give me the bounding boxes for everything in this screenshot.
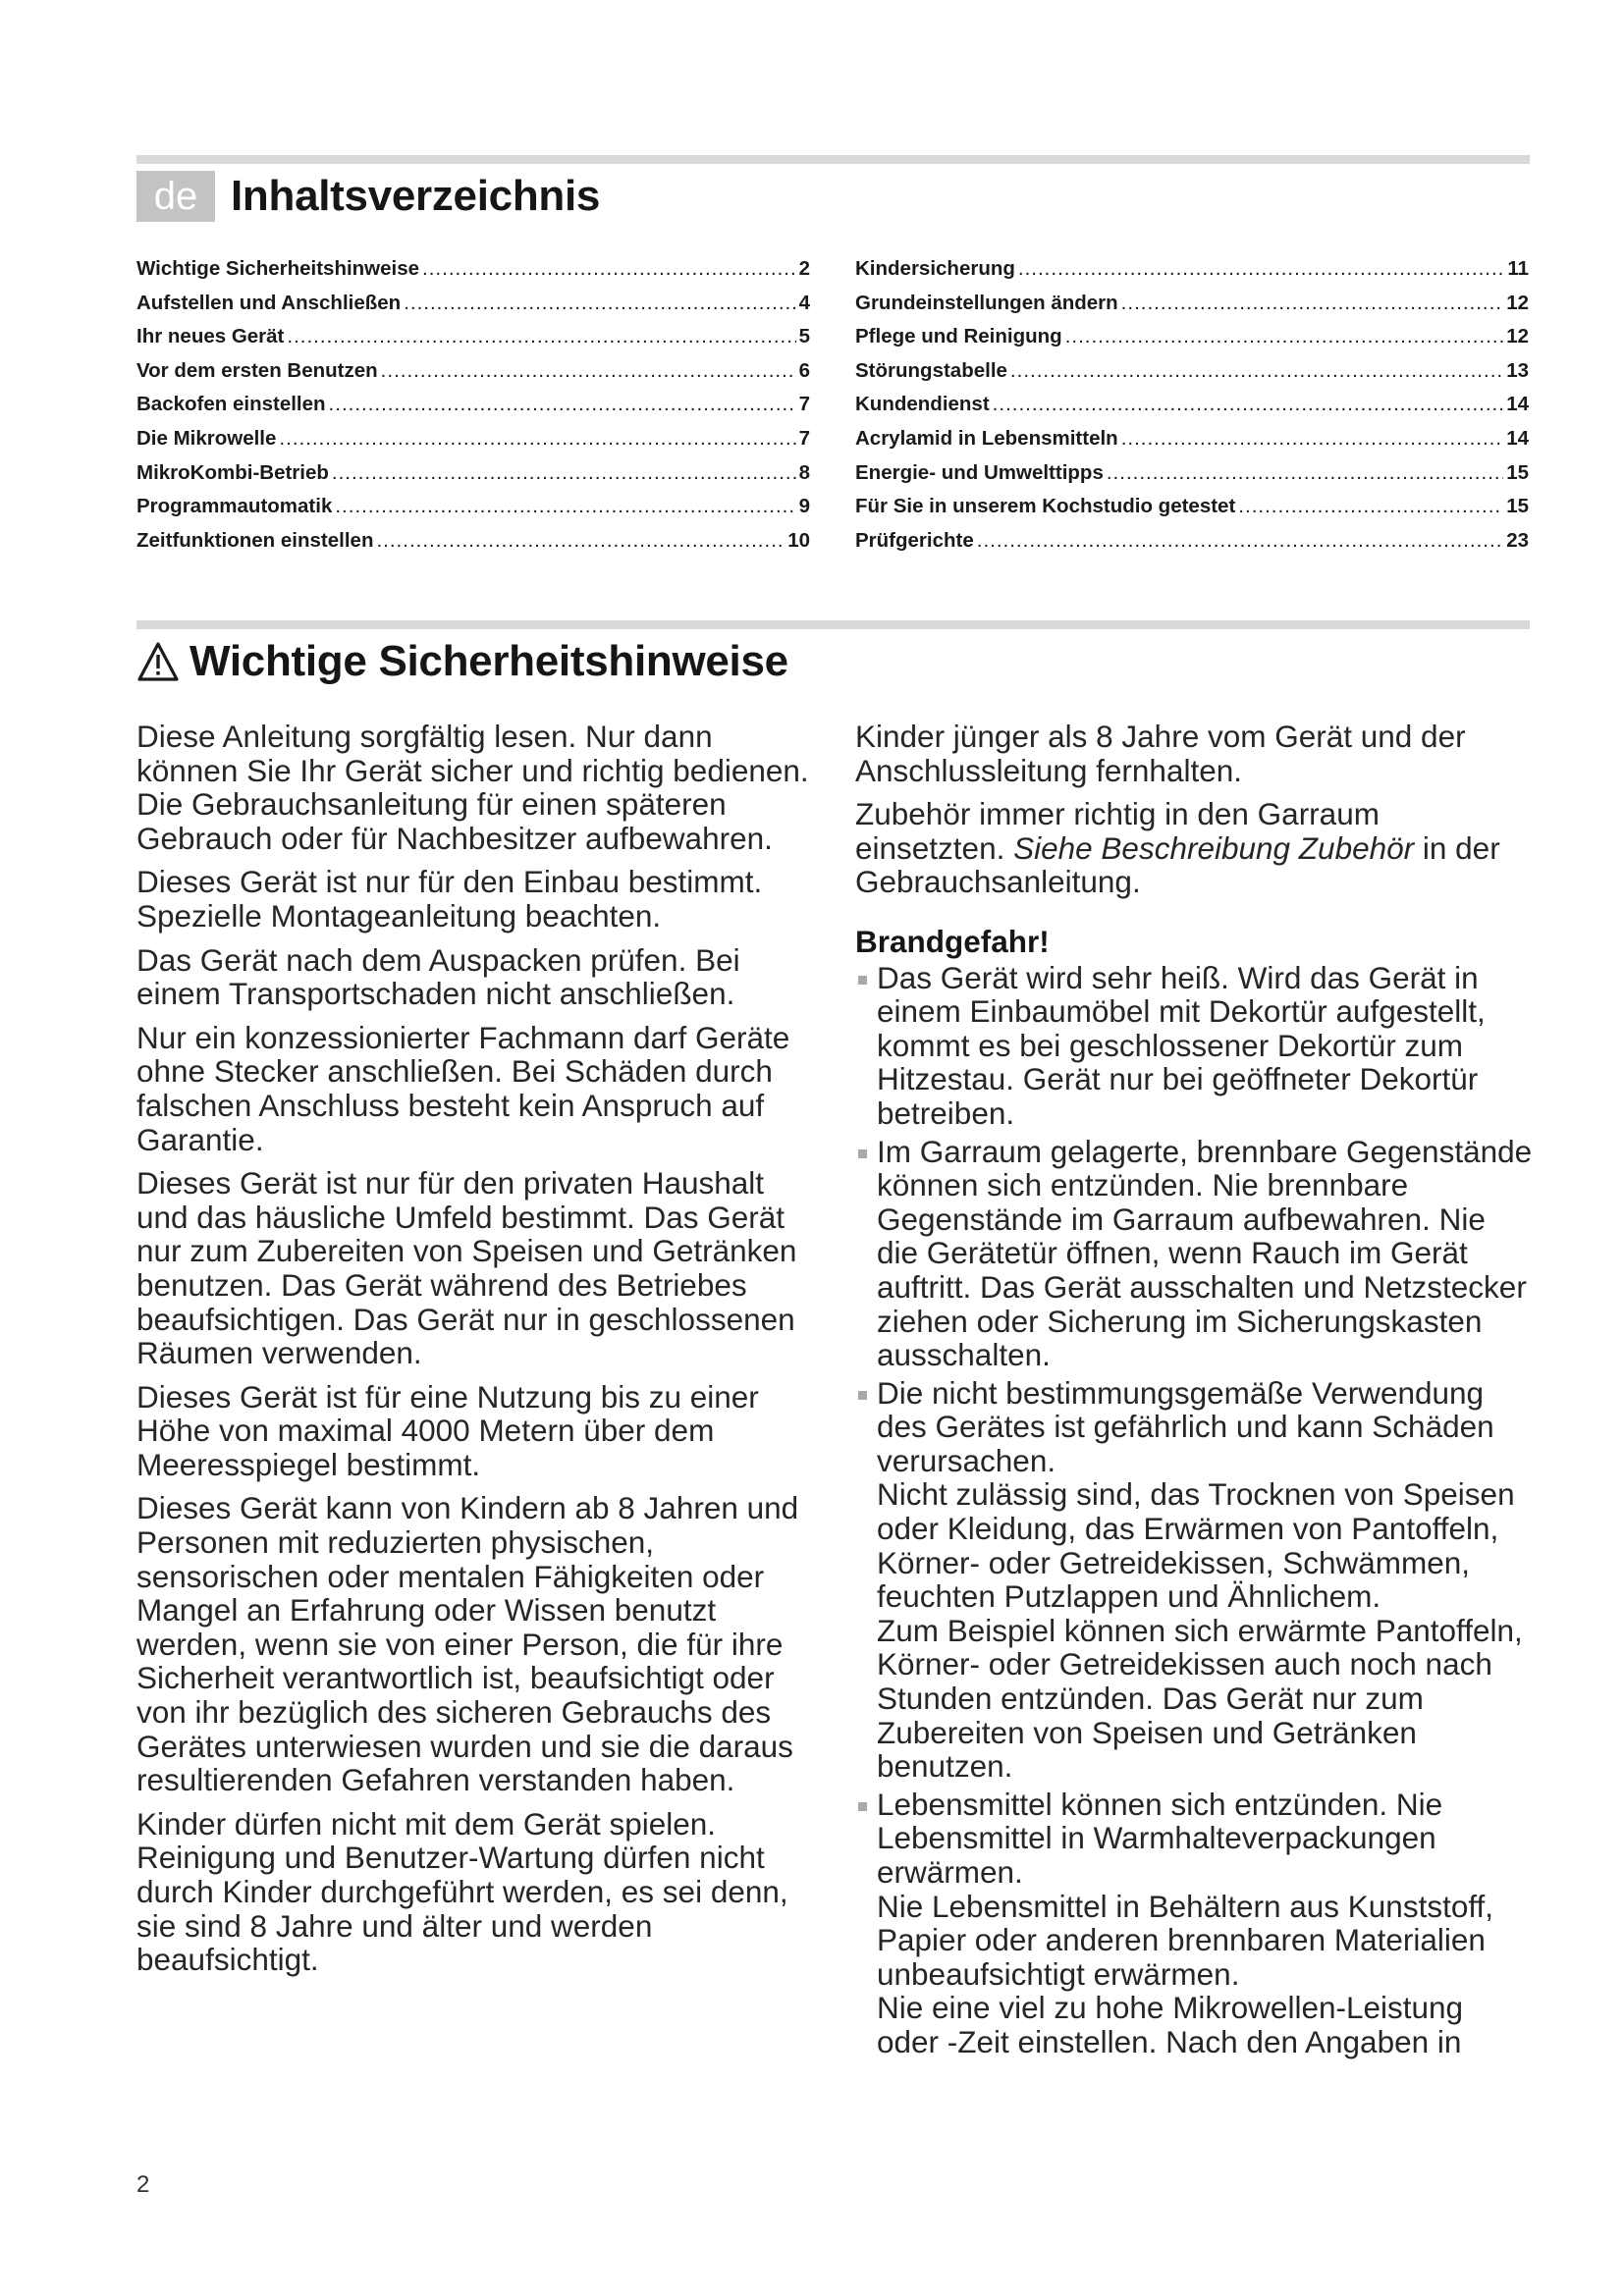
dot-leader: [329, 393, 796, 416]
toc-entry-label: Für Sie in unserem Kochstudio getestet: [855, 495, 1236, 518]
toc-entry[interactable]: [855, 461, 1529, 496]
toc-header: [136, 169, 600, 224]
toc-entry-label: Programmautomatik: [136, 495, 333, 518]
paragraph: Kinder jünger als 8 Jahre vom Gerät und der Anschlussleitung fernhalten.: [855, 719, 1466, 788]
paragraph: Dieses Gerät ist nur für den Einbau bestimmt. Spezielle Montageanleitung beachten.: [136, 864, 763, 934]
toc-entry-page: 14: [1506, 393, 1529, 416]
bullet-text: Die nicht bestimmungsgemäße Verwendung des Gerätes ist gefährlich und kann Schäden verursachen.: [877, 1374, 1494, 1478]
dot-leader: [376, 529, 785, 553]
paragraph: Dieses Gerät kann von Kindern ab 8 Jahren und Personen mit reduzierten physischen, sensorischen oder mentalen Fähigkeiten oder Mangel an Erfahrung oder Wissen benutzt werden, wenn sie von einer Person, die für ihre Sicherheit verantwortlich ist, beaufsichtigt oder von ihr bezüglich des sicheren Gebrauchs des Gerätes unterwiesen wurden und sie die daraus resultierenden Gefahren verstanden haben.: [136, 1490, 799, 1798]
paragraph: Dieses Gerät ist für eine Nutzung bis zu einer Höhe von maximal 4000 Metern über dem Meeresspiegel bestimmt.: [136, 1378, 759, 1482]
dot-leader: [381, 359, 796, 383]
dot-leader: [1238, 495, 1503, 518]
toc-entry[interactable]: [855, 393, 1529, 427]
dot-leader: [1018, 257, 1504, 281]
toc-entry-label: Vor dem ersten Benutzen: [136, 358, 378, 382]
toc-entry-page: 8: [798, 460, 810, 484]
language-badge: de: [136, 171, 215, 222]
toc-entry-page: 15: [1506, 495, 1529, 518]
toc-entry-page: 12: [1506, 291, 1529, 314]
toc-entry[interactable]: [136, 393, 810, 427]
toc-entry-label: Aufstellen und Anschließen: [136, 291, 402, 314]
bullet-item: [855, 1376, 1533, 1784]
dot-leader: [1010, 359, 1503, 383]
dot-leader: [404, 292, 795, 315]
toc-entry[interactable]: [136, 359, 810, 394]
toc-entry[interactable]: [136, 292, 810, 326]
bullet-square-icon: [858, 1802, 867, 1811]
toc-entry[interactable]: [136, 529, 810, 563]
toc-entry-label: Kindersicherung: [855, 257, 1015, 280]
toc-entry-label: MikroKombi-Betrieb: [136, 460, 329, 484]
toc-entry-page: 9: [798, 495, 810, 518]
toc-entry-label: Prüfgerichte: [855, 528, 974, 552]
safety-left-column: [136, 720, 814, 1987]
toc-entry-page: 4: [798, 291, 810, 314]
toc-entry-label: Die Mikrowelle: [136, 426, 277, 450]
toc-entry-page: 7: [798, 426, 810, 450]
warning-triangle-icon: [136, 641, 180, 682]
toc-entry-page: 10: [787, 528, 810, 552]
paragraph: Diese Anleitung sorgfältig lesen. Nur dann können Sie Ihr Gerät sicher und richtig bedienen. Die Gebrauchsanleitung für einen späteren Gebrauch oder für Nachbesitzer aufbewahren.: [136, 719, 809, 856]
bullet-square-icon: [858, 976, 867, 985]
toc-entry-label: Ihr neues Gerät: [136, 325, 285, 348]
toc-entry-label: Kundendienst: [855, 393, 990, 416]
toc-entry-page: 13: [1506, 358, 1529, 382]
bullet-text: Nicht zulässig sind, das Trocknen von Speisen oder Kleidung, das Erwärmen von Pantoffeln, Körner- oder Getreidekissen, Schwämmen, feuchten Putzlappen und Ähnlichem.: [877, 1476, 1515, 1615]
cross-reference: Siehe Beschreibung Zubehör: [1013, 829, 1415, 866]
toc-entry[interactable]: [855, 529, 1529, 563]
paragraph: Nur ein konzessionierter Fachmann darf Geräte ohne Stecker anschließen. Bei Schäden durch falschen Anschluss besteht kein Anspruch auf Garantie.: [136, 1019, 790, 1157]
bullet-text: Das Gerät wird sehr heiß. Wird das Gerät in einem Einbaumöbel mit Dekortür aufgestellt, kommt es bei geschlossener Dekortür zum Hitzestau. Gerät nur bei geöffneter Dekortür betreiben.: [877, 959, 1486, 1131]
paragraph-accessories: [855, 797, 1533, 899]
paragraph: Kinder dürfen nicht mit dem Gerät spielen. Reinigung und Benutzer-Wartung dürfen nicht durch Kinder durchgeführt werden, es sei denn, sie sind 8 Jahre und älter und werden beaufsichtigt.: [136, 1805, 788, 1978]
dot-leader: [332, 461, 796, 485]
toc-entry-label: Energie- und Umwelttipps: [855, 460, 1104, 484]
toc-entry[interactable]: [136, 257, 810, 292]
page-number: 2: [136, 2171, 150, 2198]
toc-entry-page: 7: [798, 393, 810, 416]
dot-leader: [977, 529, 1503, 553]
safety-header: [136, 632, 788, 691]
bullet-text: Nie eine viel zu hohe Mikrowellen-Leistung oder -Zeit einstellen. Nach den Angaben in: [877, 1990, 1464, 2059]
bullet-text: Im Garraum gelagerte, brennbare Gegenstände können sich entzünden. Nie brennbare Gegenstände im Garraum aufbewahren. Nie die Gerätetür öffnen, wenn Rauch im Gerät auftritt. Das Gerät ausschalten und Netzstecker ziehen oder Sicherung im Sicherungskasten ausschalten.: [877, 1133, 1533, 1373]
toc-entry-page: 12: [1506, 325, 1529, 348]
bullet-square-icon: [858, 1149, 867, 1158]
toc-entry-page: 14: [1506, 426, 1529, 450]
dot-leader: [422, 257, 796, 281]
toc-entry[interactable]: [136, 461, 810, 496]
dot-leader: [279, 427, 795, 451]
toc-entry-label: Störungstabelle: [855, 358, 1007, 382]
section-rule: [136, 620, 1530, 629]
toc-entry[interactable]: [855, 292, 1529, 326]
toc-entry[interactable]: [136, 325, 810, 359]
toc-entry-page: 2: [798, 257, 810, 280]
toc-entry-label: Backofen einstellen: [136, 393, 326, 416]
top-rule: [136, 155, 1530, 164]
toc-entry-page: 6: [798, 358, 810, 382]
text-span: in der Gebrauchsanleitung.: [855, 829, 1500, 900]
toc-entry[interactable]: [855, 257, 1529, 292]
toc-entry-label: Pflege und Reinigung: [855, 325, 1062, 348]
bullet-text: Zum Beispiel können sich erwärmte Pantoffeln, Körner- oder Getreidekissen auch noch nach Stunden entzünden. Das Gerät nur zum Zubereiten von Speisen und Getränken benutzen.: [877, 1612, 1523, 1785]
section-title: Wichtige Sicherheitshinweise: [189, 637, 788, 685]
text-span: Zubehör immer richtig in den Garraum einsetzten.: [855, 796, 1380, 866]
dot-leader: [1065, 325, 1504, 348]
dot-leader: [335, 495, 795, 518]
toc-entry-label: Grundeinstellungen ändern: [855, 291, 1118, 314]
toc-entry-page: 23: [1506, 528, 1529, 552]
toc-entry[interactable]: [136, 427, 810, 461]
toc-entry-page: 5: [798, 325, 810, 348]
toc-entry-page: 15: [1506, 460, 1529, 484]
dot-leader: [1121, 292, 1504, 315]
safety-right-column: [855, 720, 1533, 2063]
bullet-item: [855, 1135, 1533, 1372]
toc-title: Inhaltsverzeichnis: [231, 172, 601, 220]
toc-left-column: [136, 257, 810, 562]
toc-right-column: [855, 257, 1529, 562]
bullet-item: [855, 1788, 1533, 2059]
bullet-item: [855, 961, 1533, 1131]
bullet-text: Lebensmittel können sich entzünden. Nie Lebensmittel in Warmhalteverpackungen erwärmen.: [877, 1786, 1443, 1890]
paragraph: Das Gerät nach dem Auspacken prüfen. Bei einem Transportschaden nicht anschließen.: [136, 941, 740, 1012]
bullet-square-icon: [858, 1391, 867, 1400]
toc-entry[interactable]: [136, 495, 810, 529]
toc-entry-label: Zeitfunktionen einstellen: [136, 528, 374, 552]
dot-leader: [287, 325, 795, 348]
toc-entry-label: Acrylamid in Lebensmitteln: [855, 426, 1118, 450]
dot-leader: [1121, 427, 1503, 451]
toc-entry[interactable]: [855, 427, 1529, 461]
toc-entry[interactable]: [855, 359, 1529, 394]
toc-entry-page: 11: [1507, 257, 1529, 280]
toc-entry-label: Wichtige Sicherheitshinweise: [136, 257, 420, 280]
toc-entry[interactable]: [855, 495, 1529, 529]
bullet-text: Nie Lebensmittel in Behältern aus Kunststoff, Papier oder anderen brennbaren Materialien unbeaufsichtigt erwärmen.: [877, 1888, 1494, 1992]
paragraph: Dieses Gerät ist nur für den privaten Haushalt und das häusliche Umfeld bestimmt. Das Gerät nur zum Zubereiten von Speisen und Getränken benutzen. Das Gerät während des Betriebes beaufsichtigen. Das Gerät nur in geschlossenen Räumen verwenden.: [136, 1165, 797, 1371]
dot-leader: [1107, 461, 1503, 485]
fire-hazard-heading: Brandgefahr!: [855, 923, 1050, 959]
dot-leader: [993, 393, 1504, 416]
toc-entry[interactable]: [855, 325, 1529, 359]
